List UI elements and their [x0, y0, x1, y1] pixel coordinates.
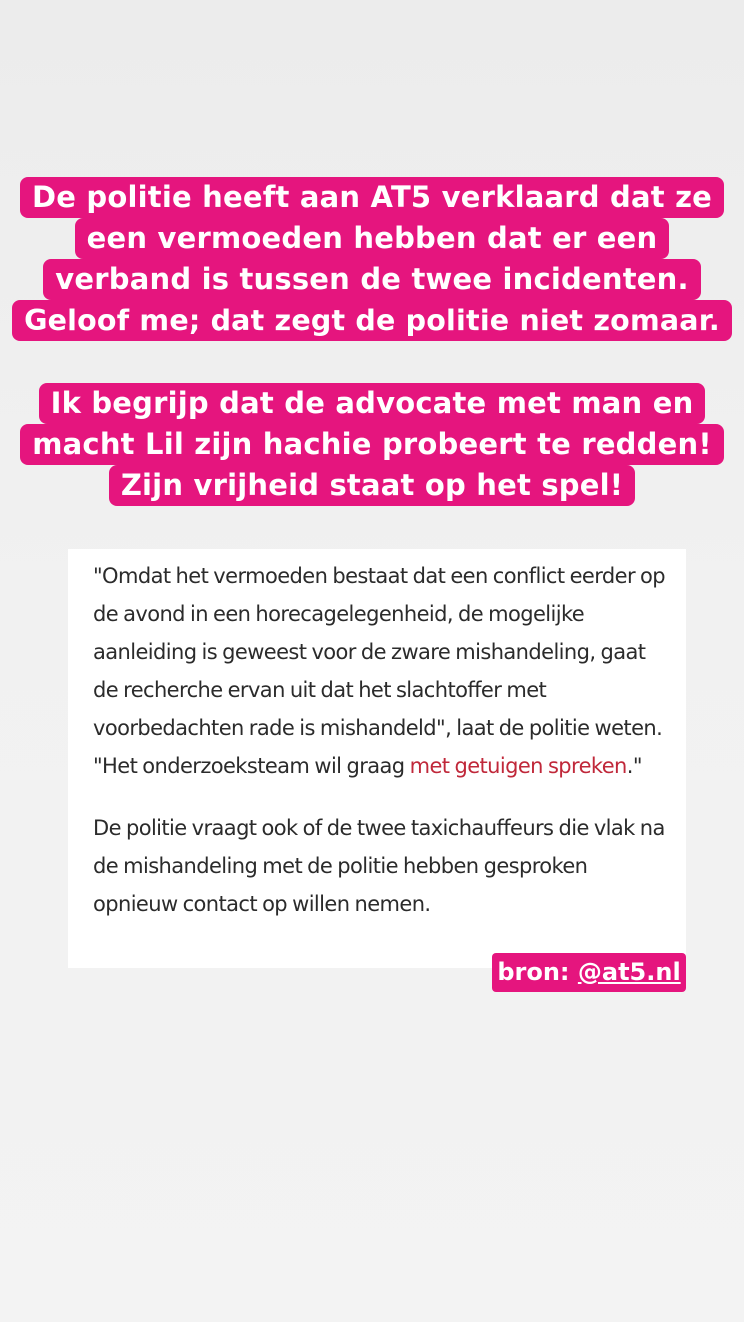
caption-line: De politie heeft aan AT5 verklaard dat ze [20, 177, 724, 218]
article-paragraph-1-end: ." [626, 754, 642, 778]
article-paragraph-2: De politie vraagt ook of de twee taxichauffeurs die vlak na de mishandeling met de politie hebben gesproken opnieuw contact op willen nemen. [93, 816, 665, 916]
caption-line: Ik begrijp dat de advocate met man en [39, 383, 706, 424]
caption-line: verband is tussen de twee incidenten. [43, 259, 700, 300]
article-paragraph-1-text: "Omdat het vermoeden bestaat dat een conflict eerder op de avond in een horecagelegenheid, de mogelijke aanleiding is geweest voor de zware mishandeling, gaat de recherche ervan uit dat het slachtoffer met voorbedachten rade is mishandeld", laat de politie weten. "Het onderzoeksteam wil graag [93, 564, 666, 778]
article-paragraph-1 [93, 557, 666, 785]
caption-block-2 [0, 383, 744, 506]
caption-line: macht Lil zijn hachie probeert te redden! [20, 424, 724, 465]
source-prefix: bron: [497, 958, 578, 986]
getuigen-link[interactable]: met getuigen spreken [409, 754, 627, 778]
caption-block-1 [0, 177, 744, 341]
article-screenshot [68, 549, 686, 968]
source-handle-link[interactable]: @at5.nl [577, 958, 681, 986]
caption-line: Geloof me; dat zegt de politie niet zomaar. [12, 300, 732, 341]
caption-line: Zijn vrijheid staat op het spel! [109, 465, 635, 506]
source-badge [492, 953, 686, 992]
caption-line: een vermoeden hebben dat er een [75, 218, 670, 259]
